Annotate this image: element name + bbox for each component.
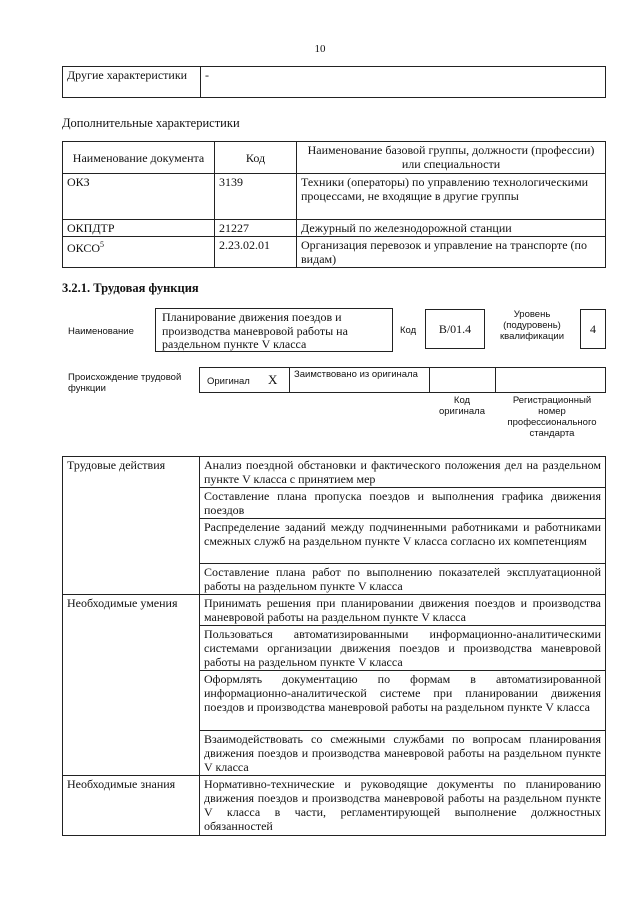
doc-table-header-name: Наименование базовой группы, должности (профессии) или специальности	[297, 142, 606, 174]
divider	[429, 368, 430, 392]
original-label: Оригинал	[207, 376, 250, 387]
level-value: 4	[590, 322, 596, 336]
footnote-ref: 5	[100, 240, 105, 249]
name-cell: Техники (операторы) по управлению технологическими процессами, не входящие в другие группы	[297, 174, 606, 220]
divider	[495, 368, 496, 392]
name-cell: Организация перевозок и управление на транспорте (по видам)	[297, 237, 606, 268]
code-box	[425, 309, 485, 349]
other-characteristics-label: Другие характеристики	[63, 67, 201, 98]
page-number: 10	[314, 43, 326, 55]
borrowed-label: Заимствовано из оригинала	[294, 369, 418, 380]
section-label: Трудовые действия	[63, 457, 200, 595]
doc-table	[62, 141, 606, 268]
list-item: Анализ поездной обстановки и фактического положения дел на раздельном пункте V класса с принятием мер	[200, 457, 606, 488]
other-characteristics-table	[62, 66, 606, 98]
labor-function-table	[62, 456, 606, 836]
table-row	[63, 457, 606, 488]
doc-name: ОКСО	[67, 241, 101, 255]
list-item: Взаимодействовать со смежными службами по вопросам планирования движения поездов и производства маневровой работы на раздельном пункте V класса	[200, 731, 606, 776]
doc-table-header-code: Код	[215, 142, 297, 174]
code-cell: 21227	[215, 220, 297, 237]
origin-box	[199, 367, 606, 393]
code-label: Код	[400, 325, 417, 336]
registration-number-label: Регистрационный номер профессионального стандарта	[507, 395, 597, 439]
function-name-box	[155, 308, 393, 352]
list-item: Нормативно-технические и руководящие документы по планированию движения поездов и производства маневровой работы на раздельном пункте V класса в части, регламентирующей выполнение должностных обязанностей	[200, 776, 606, 836]
other-characteristics-value: -	[201, 67, 606, 98]
list-item: Принимать решения при планировании движения поездов и производства маневровой работы на раздельном пункте V класса	[200, 595, 606, 626]
table-row	[63, 174, 606, 220]
table-row	[63, 776, 606, 836]
section-label: Необходимые умения	[63, 595, 200, 776]
level-box	[580, 309, 606, 349]
code-cell: 3139	[215, 174, 297, 220]
divider	[289, 368, 290, 392]
name-label: Наименование	[68, 326, 134, 337]
doc-cell: ОКПДТР	[63, 220, 215, 237]
list-item: Оформлять документацию по формам в автоматизированной информационно-аналитической системе при планировании движения поездов и производства маневровой работы на раздельном пункте V класса	[200, 671, 606, 731]
list-item: Распределение заданий между подчиненными работниками и работниками смежных служб на раздельном пункте V класса согласно их компетенциям	[200, 519, 606, 564]
doc-cell: ОКЗ	[63, 174, 215, 220]
level-label: Уровень (подуровень) квалификации	[499, 309, 565, 342]
list-item: Пользоваться автоматизированными информационно-аналитическими системами организации движения поездов и производства маневровой работы на раздельном пункте V класса	[200, 626, 606, 671]
doc-cell	[63, 237, 215, 268]
code-cell: 2.23.02.01	[215, 237, 297, 268]
additional-heading: Дополнительные характеристики	[62, 116, 240, 130]
name-cell: Дежурный по железнодорожной станции	[297, 220, 606, 237]
section-label: Необходимые знания	[63, 776, 200, 836]
original-mark: X	[268, 372, 278, 387]
list-item: Составление плана работ по выполнению показателей эксплуатационной работы на раздельном пункте V класса	[200, 564, 606, 595]
code-original-label: Код оригинала	[438, 395, 485, 417]
list-item: Составление плана пропуска поездов и выполнения графика движения поездов	[200, 488, 606, 519]
section-title: 3.2.1. Трудовая функция	[62, 281, 199, 295]
table-row	[63, 595, 606, 626]
origin-label: Происхождение трудовой функции	[68, 372, 182, 394]
doc-table-header-doc: Наименование документа	[63, 142, 215, 174]
table-row	[63, 237, 606, 268]
function-name-value: Планирование движения поездов и производства маневровой работы на раздельном пункте V класса	[162, 310, 348, 351]
code-value: В/01.4	[438, 322, 472, 336]
table-row	[63, 220, 606, 237]
